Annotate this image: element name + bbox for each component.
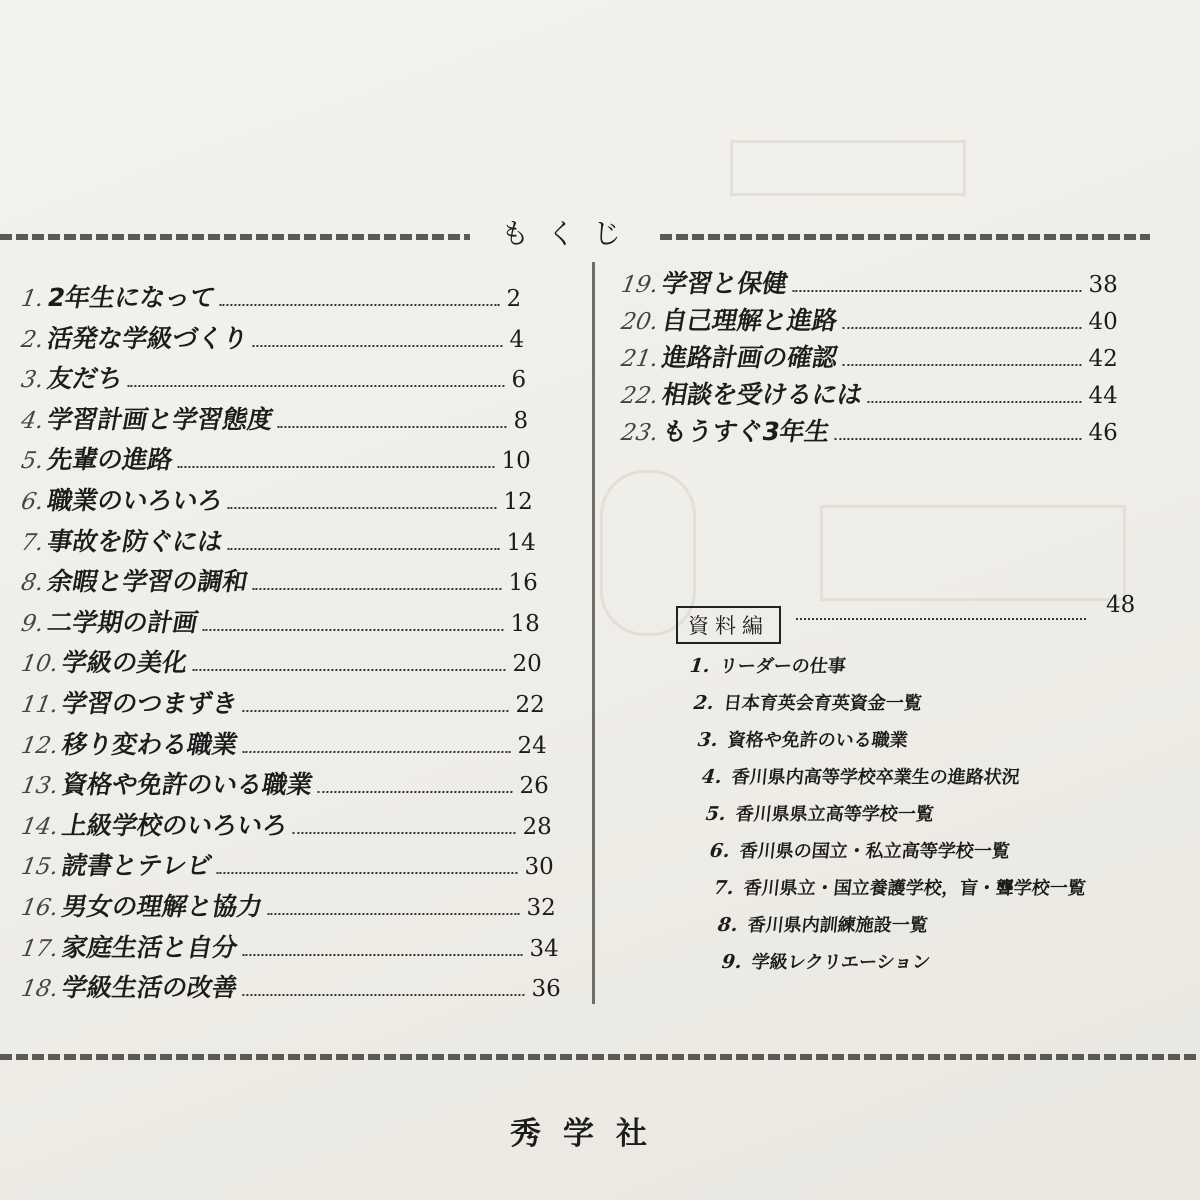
toc-entry-number: 19. <box>619 272 661 298</box>
toc-entry <box>19 319 528 355</box>
column-divider <box>592 262 595 1004</box>
toc-entry-label: 学習のつまずき <box>59 689 240 718</box>
leader-dots <box>842 364 1081 366</box>
toc-entry <box>19 278 525 314</box>
appendix-item <box>701 763 1022 789</box>
leader-dots <box>252 588 501 590</box>
toc-entry-page: 46 <box>1088 420 1118 446</box>
toc-entry <box>619 338 1121 374</box>
toc-entry-page: 42 <box>1088 346 1118 372</box>
leader-dots <box>220 304 500 306</box>
toc-entry-label: 男女の理解と協力 <box>59 892 265 921</box>
leader-dots <box>216 872 517 874</box>
toc-entry-number: 17. <box>19 935 61 962</box>
toc-entry <box>619 412 1121 448</box>
toc-entry-label: 友だち <box>45 364 126 394</box>
toc-entry-number: 2. <box>19 326 46 353</box>
show-through-box <box>820 505 1126 601</box>
toc-entry-page: 26 <box>519 773 550 800</box>
appendix-item <box>693 689 924 715</box>
toc-entry-number: 18. <box>19 976 61 1003</box>
leader-dots <box>317 791 513 793</box>
toc-entry <box>619 264 1121 300</box>
toc-entry-number: 10. <box>19 651 61 678</box>
show-through-box <box>730 140 966 196</box>
toc-entry-label: 学習計画と学習態度 <box>45 404 276 434</box>
toc-entry <box>19 359 530 395</box>
toc-entry-page: 18 <box>510 610 540 637</box>
toc-entry-number: 1. <box>19 286 46 312</box>
appendix-item <box>721 948 932 974</box>
toc-entry-page: 44 <box>1088 383 1118 409</box>
toc-entry-page: 4 <box>509 326 524 353</box>
leader-dots <box>834 438 1081 440</box>
appendix-leader-dots <box>796 618 1086 620</box>
toc-entry-label: 2年生になって <box>45 283 218 312</box>
leader-dots <box>867 401 1081 403</box>
toc-entry <box>19 725 551 761</box>
leader-dots <box>202 629 503 631</box>
leader-dots <box>842 327 1081 329</box>
toc-entry <box>19 846 558 882</box>
leader-dots <box>242 994 525 996</box>
appendix-label-box: 資料編 <box>676 606 781 644</box>
toc-entry-page: 36 <box>531 976 561 1003</box>
toc-entry-label: もうすぐ3年生 <box>659 417 833 446</box>
toc-entry-number: 9. <box>19 610 46 637</box>
appendix-item-number: 4. <box>700 766 723 788</box>
toc-entry-page: 38 <box>1088 272 1118 298</box>
toc-entry-label: 職業のいろいろ <box>45 486 226 515</box>
toc-entry-label: 移り変わる職業 <box>59 729 240 759</box>
toc-entry-label: 家庭生活と自分 <box>59 932 240 962</box>
leader-dots <box>242 954 522 956</box>
appendix-item-number: 2. <box>692 692 715 714</box>
leader-dots <box>177 466 494 468</box>
toc-entry <box>19 481 537 517</box>
toc-entry-number: 8. <box>19 570 46 597</box>
toc-entry-label: 二学期の計画 <box>45 607 201 637</box>
toc-entry-number: 23. <box>619 420 661 446</box>
leader-dots <box>242 751 511 753</box>
appendix-item-number: 9. <box>720 951 743 973</box>
appendix-item <box>717 911 930 937</box>
appendix-item-number: 3. <box>696 729 719 751</box>
toc-entry-number: 12. <box>19 732 61 759</box>
toc-entry <box>19 765 553 801</box>
toc-entry-number: 13. <box>19 773 61 800</box>
toc-entry-number: 11. <box>19 692 61 718</box>
appendix-item-number: 5. <box>704 803 727 825</box>
appendix-item <box>713 874 1088 900</box>
toc-entry-number: 16. <box>19 895 61 921</box>
bottom-decorative-rule <box>0 1052 1200 1062</box>
toc-entry-label: 余暇と学習の調和 <box>45 567 251 597</box>
toc-entry-page: 6 <box>511 367 527 394</box>
leader-dots <box>267 913 520 915</box>
appendix-item <box>689 652 848 678</box>
toc-entry-label: 資格や免許のいる職業 <box>59 770 315 800</box>
toc-entry <box>19 522 539 558</box>
leader-dots <box>227 548 499 550</box>
toc-entry-page: 10 <box>501 448 531 475</box>
toc-entry-label: 活発な学級づくり <box>45 323 251 353</box>
appendix-item-label: 日本育英会育英資金一覧 <box>722 693 923 714</box>
toc-entry-page: 8 <box>513 407 529 434</box>
toc-entry <box>19 684 548 720</box>
toc-entry-label: 学級生活の改善 <box>59 973 240 1003</box>
toc-entry-number: 3. <box>19 367 46 394</box>
appendix-item-label: リーダーの仕事 <box>718 656 847 677</box>
appendix-item-label: 香川県内訓練施設一覧 <box>746 915 929 936</box>
toc-entry <box>619 301 1121 337</box>
toc-entry <box>19 643 546 679</box>
appendix-item-number: 8. <box>716 914 739 936</box>
leader-dots <box>277 426 507 428</box>
appendix-page-number: 48 <box>1106 592 1136 618</box>
appendix-item-label: 香川県県立高等学校一覧 <box>734 804 935 825</box>
toc-entry-number: 5. <box>19 448 46 475</box>
toc-entry-number: 14. <box>19 813 61 840</box>
toc-entry <box>19 806 555 842</box>
toc-entry <box>19 440 535 476</box>
appendix-item-number: 7. <box>712 877 735 899</box>
leader-dots <box>127 385 504 387</box>
leader-dots <box>792 290 1081 292</box>
toc-entry-label: 上級学校のいろいろ <box>59 810 290 840</box>
appendix-item <box>697 726 910 752</box>
appendix-item <box>705 800 936 826</box>
appendix-item-label: 香川県の国立・私立高等学校一覧 <box>738 841 1011 862</box>
toc-entry-page: 2 <box>506 286 522 312</box>
toc-entry-page: 20 <box>512 651 543 678</box>
toc-entry-label: 相談を受けるには <box>659 380 865 409</box>
toc-entry-page: 22 <box>515 692 545 718</box>
appendix-item-label: 資格や免許のいる職業 <box>726 730 909 751</box>
toc-entry-number: 20. <box>619 309 661 335</box>
toc-entry-label: 先輩の進路 <box>45 445 176 475</box>
toc-entry-page: 12 <box>503 489 533 515</box>
toc-entry-page: 28 <box>522 813 552 840</box>
toc-entry-number: 15. <box>19 854 61 881</box>
toc-entry-page: 34 <box>528 935 559 962</box>
toc-entry-page: 16 <box>508 570 538 597</box>
toc-entry-page: 40 <box>1088 309 1118 335</box>
leader-dots <box>292 832 515 834</box>
appendix-item-label: 香川県立・国立養護学校，盲・聾学校一覧 <box>742 878 1087 899</box>
toc-entry-page: 24 <box>517 732 547 759</box>
toc-entry-label: 学習と保健 <box>659 269 790 298</box>
toc-entry-page: 30 <box>524 854 554 881</box>
appendix-item-label: 香川県内高等学校卒業生の進路状況 <box>730 767 1021 788</box>
toc-entry-label: 学級の美化 <box>59 648 190 678</box>
toc-entry-number: 21. <box>619 346 661 372</box>
leader-dots <box>192 669 506 671</box>
toc-entry <box>19 562 541 598</box>
appendix-item-label: 学級レクリエーション <box>750 952 932 973</box>
leader-dots <box>242 710 508 712</box>
toc-entry <box>619 375 1121 411</box>
toc-entry-number: 22. <box>619 383 661 409</box>
appendix-item-number: 6. <box>708 840 731 862</box>
toc-entry-label: 進路計画の確認 <box>659 343 840 372</box>
toc-entry-label: 事故を防ぐには <box>45 526 226 556</box>
page-title: もくじ <box>500 217 639 250</box>
leader-dots <box>252 345 502 347</box>
toc-entry-label: 読書とテレビ <box>59 851 215 881</box>
toc-entry <box>19 968 564 1004</box>
toc-entry <box>19 603 544 639</box>
leader-dots <box>227 507 497 509</box>
appendix-item-number: 1. <box>688 655 711 677</box>
toc-entry-page: 14 <box>505 529 536 556</box>
toc-entry <box>19 887 560 923</box>
toc-entry-number: 4. <box>19 407 46 434</box>
toc-entry-page: 32 <box>526 895 556 921</box>
publisher-name: 秀学社 <box>510 1116 669 1152</box>
toc-entry <box>19 928 562 964</box>
appendix-item <box>709 837 1012 863</box>
toc-entry-number: 6. <box>19 489 46 515</box>
toc-entry <box>19 400 532 436</box>
toc-entry-label: 自己理解と進路 <box>659 306 840 335</box>
toc-entry-number: 7. <box>19 529 46 556</box>
